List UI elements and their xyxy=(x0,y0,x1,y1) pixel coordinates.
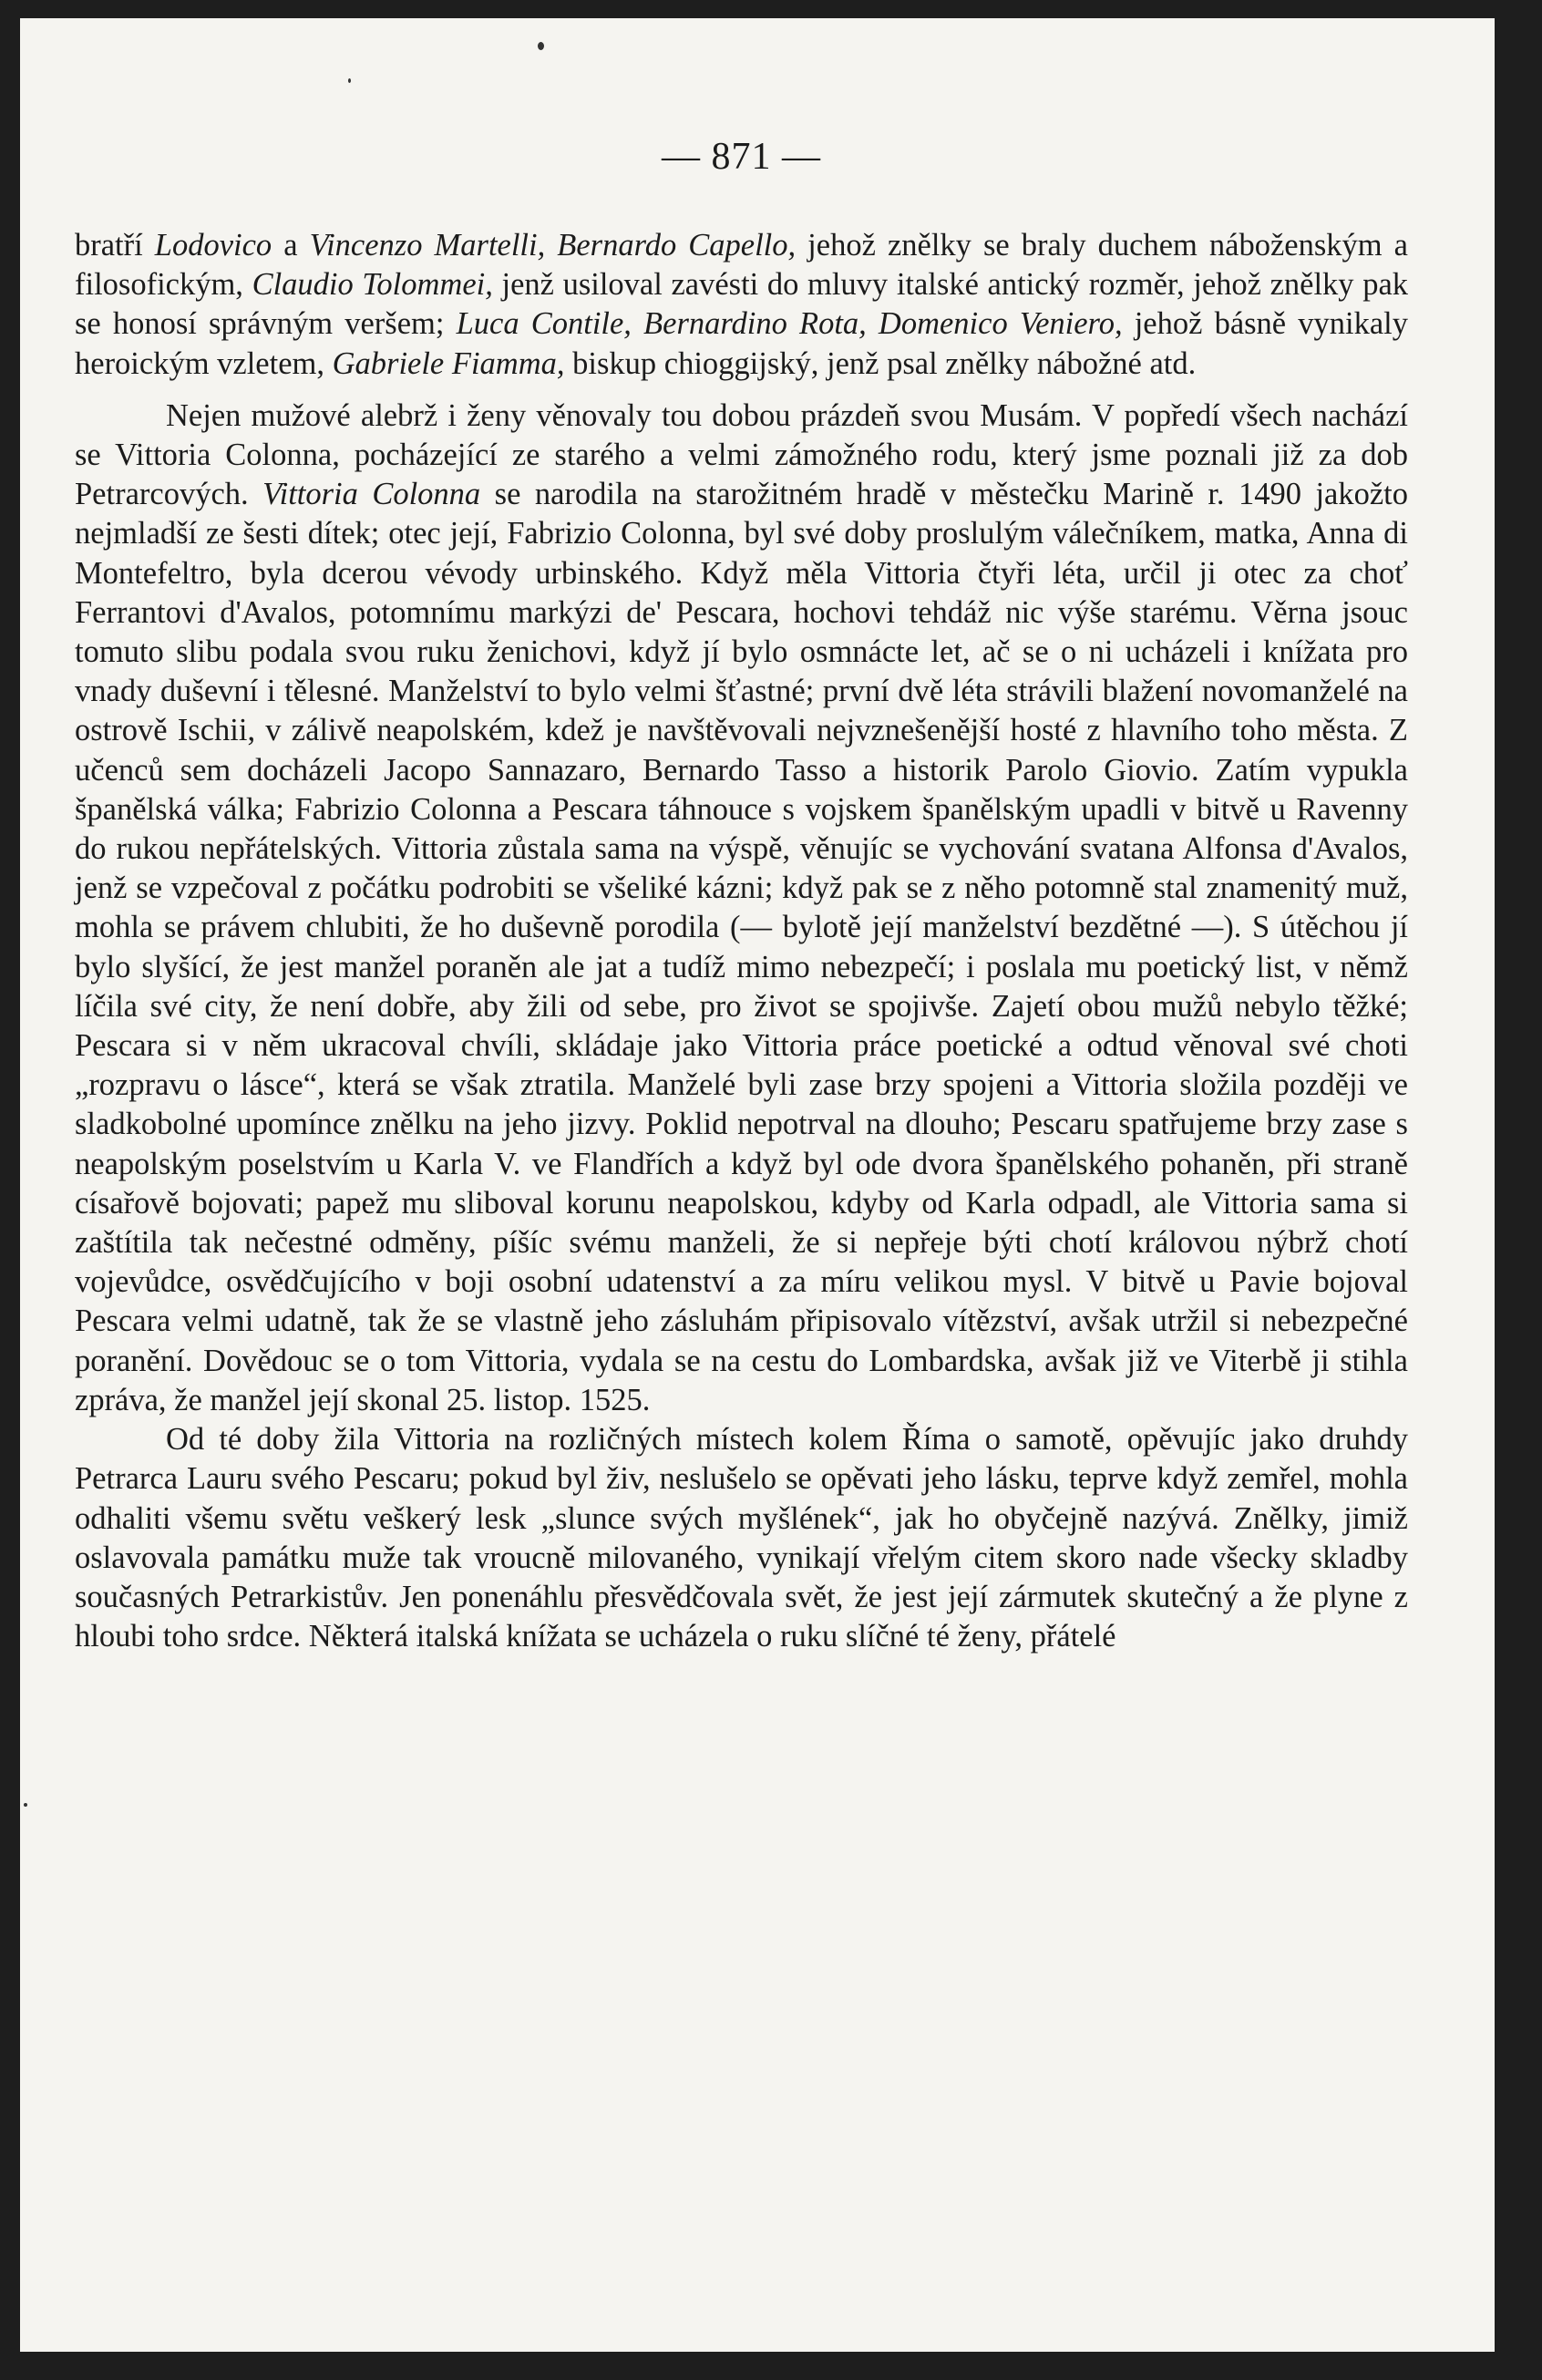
italic-name: Claudio Tolommei, xyxy=(252,267,493,303)
text-run: biskup chioggijský, jenž psal znělky nábožné atd. xyxy=(564,345,1197,381)
ink-speck xyxy=(348,78,351,83)
text-run: bratří xyxy=(75,228,155,263)
text-run: jehož básně vynikaly heroickým vzletem, xyxy=(75,306,1408,381)
italic-name: Vincenzo Martelli, xyxy=(309,228,546,263)
paragraph-3 xyxy=(75,1420,1408,1656)
italic-name: Gabriele Fiamma, xyxy=(332,345,565,381)
italic-name: Luca Contile, Bernardino Rota, Domenico Veniero, xyxy=(456,306,1123,342)
text-run: a xyxy=(272,228,310,263)
text-run xyxy=(545,228,557,263)
text-run: jenž usiloval zavésti do mluvy italské antický rozměr, jehož znělky pak se honosí správným veršem; xyxy=(75,267,1409,342)
text-run: se narodila na starožitném hradě v městečku Marině r. 1490 jakožto nejmladší ze šesti dítek; otec její, Fabrizio Colonna, byl své doby proslulým válečníkem, matka, Anna di Montefeltro, byla dcerou vévody urbinského. Když měla Vittoria čtyři léta, určil ji otec za choť Ferrantovi d'Avalos, potomnímu markýzi de' Pescara, hochovi tehdáž nic výše starému. Věrna jsouc tomuto slibu podala svou ruku ženichovi, když jí bylo osmnácte let, ač se o ni ucházeli i knížata pro vnady duševní i tělesné. Manželství to bylo velmi šťastné; první dvě léta strávili blažení novomanželé na ostrově Ischii, v zálivě neapolském, kdež je navštěvovali nejvznešenější hosté z hlavního toho města. Z učenců sem docházeli Jacopo Sannazaro, Bernardo Tasso a historik Parolo Giovio. Zatím vypukla španělská válka; Fabrizio Colonna a Pescara táhnouce s vojskem španělským upadli v bitvě u Ravenny do rukou nepřátelských. Vittoria zůstala sama na výspě, věnujíc se vychování svatana Alfonsa d'Avalos, jenž se vzpečoval z počátku podrobiti se všeliké kázni; když pak se z něho potomně stal znamenitý muž, mohla se právem chlubiti, že ho duševně porodila (— bylotě její manželství bezdětné —). S útěchou jí bylo slyšící, že jest manžel poraněn ale jat a tudíž mimo nebezpečí; i poslala mu poetický list, v němž líčila své city, že není dobře, aby žili od sebe, pro život se spojivše. Zajetí obou mužů nebylo těžké; Pescara si v něm ukracoval chvíli, skládaje jako Vittoria práce poetické a odtud věnoval své choti „rozpravu o lásce“, která se však ztratila. Manželé byli zase brzy spojeni a Vittoria složila později ve sladkobolné upomínce znělku na jeho jizvy. Poklid nepotrval na dlouho; Pescaru spatřujeme brzy zase s neapolským poselstvím u Karla V. ve Flandřích a když byl ode dvora španělského pohaněn, při straně císařově bojovati; papež mu sliboval korunu neapolskou, kdyby od Karla odpadl, ale Vittoria sama si zaštítila tak nečestné odměny, píšíc svému manželi, že si nepřeje býti chotí královou nýbrž chotí vojevůdce, osvědčujícího v boji osobní udatenství a za míru velikou mysl. V bitvě u Pavie bojoval Pescara velmi udatně, tak že se vlastně jeho zásluhám připisovalo vítězství, avšak utržil si nebezpečné poranění. Dovědouc se o tom Vittoria, vydala se na cestu do Lombardska, avšak již ve Viterbě ji stihla zpráva, že manžel její skonal 25. listop. 1525. xyxy=(75,477,1408,1417)
italic-name: Lodovico xyxy=(154,228,272,263)
paragraph-1 xyxy=(75,226,1408,384)
paragraph-2 xyxy=(75,397,1408,1420)
body-text xyxy=(75,226,1408,1656)
italic-name: Bernardo Capello, xyxy=(557,228,797,263)
italic-name: Vittoria Colonna xyxy=(262,477,481,512)
book-page xyxy=(20,18,1495,2352)
text-run: Nejen mužové alebrž i ženy věnovaly tou dobou prázdeň svou Musám. V popředí všech nachází se Vittoria Colonna, pocházející ze starého a velmi zámožného rodu, který jsme poznali již za dob Petrarcových. xyxy=(75,397,1408,512)
ink-speck xyxy=(24,1803,27,1807)
text-run: jehož znělky se braly duchem náboženským a filosofickým, xyxy=(75,228,1408,303)
page-number: — 871 — xyxy=(662,136,821,178)
ink-speck xyxy=(538,42,544,50)
text-run: Od té doby žila Vittoria na rozličných místech kolem Říma o samotě, opěvujíc jako druhdy Petrarca Lauru svého Pescaru; pokud byl živ, neslušelo se opěvati jeho lásku, teprve když zemřel, mohla odhaliti všemu světu veškerý lesk „slunce svých myšlének“, jak ho obyčejně nazývá. Znělky, jimiž oslavovala památku muže tak vroucně milovaného, vynikají vřelým citem skoro nade všecky skladby současných Petrarkistův. Jen ponenáhlu přesvědčovala svět, že jest její zármutek skutečný a že plyne z hloubi toho srdce. Některá italská knížata se ucházela o ruku slíčné té ženy, přátelé xyxy=(75,1422,1408,1654)
